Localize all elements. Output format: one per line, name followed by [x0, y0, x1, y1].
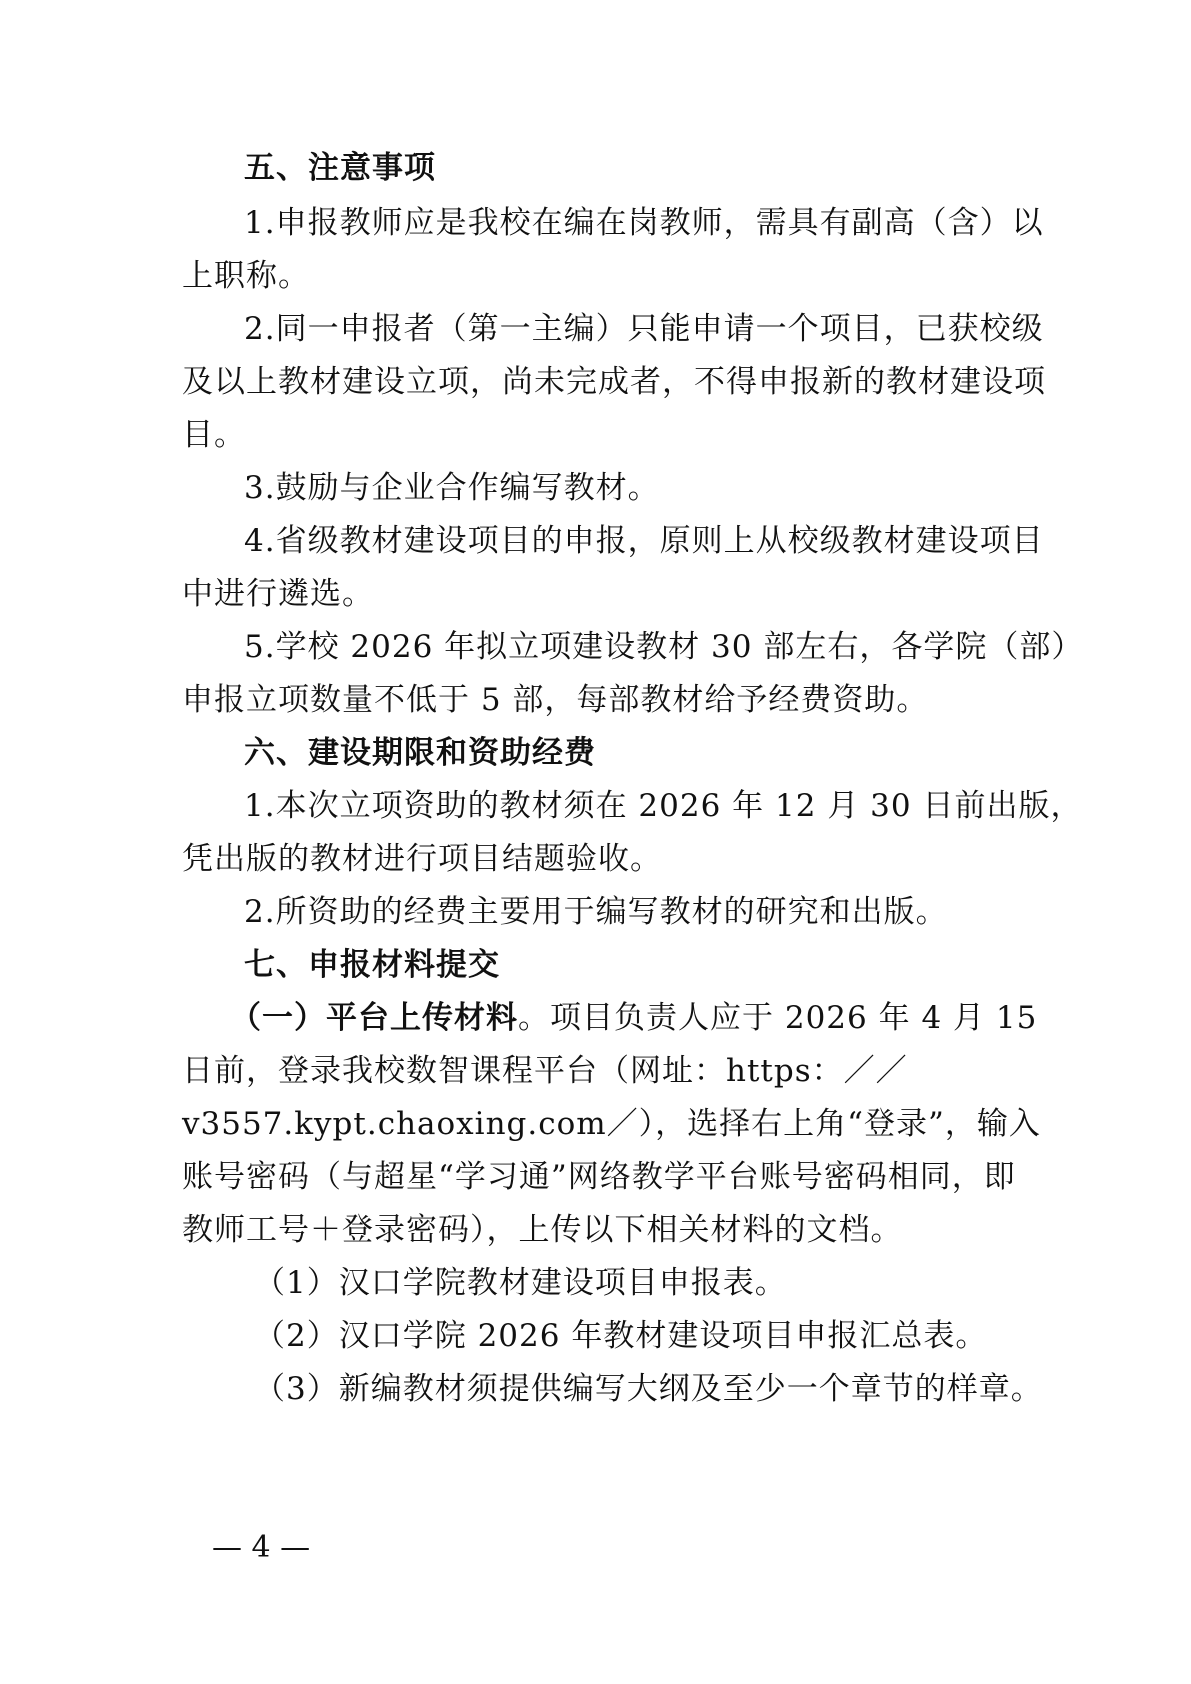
- s7-sub1-line4: 账号密码（与超星“学习通”网络教学平台账号密码相同，即: [182, 1159, 1016, 1195]
- section-7-heading: 七、申报材料提交: [244, 947, 500, 983]
- s7-list-item-2: （2）汉口学院 2026 年教材建设项目申报汇总表。: [254, 1318, 988, 1354]
- section-5-heading: 五、注意事项: [244, 150, 436, 186]
- page-number: — 4 —: [212, 1530, 311, 1565]
- s5-item2-line3: 目。: [182, 417, 246, 453]
- s7-sub1-line3: v3557.kypt.chaoxing.com／），选择右上角“登录”，输入: [182, 1106, 1041, 1142]
- s5-item1-line1: 1.申报教师应是我校在编在岗教师，需具有副高（含）以: [244, 205, 1044, 241]
- s6-item1-line1: 1.本次立项资助的教材须在 2026 年 12 月 30 日前出版，: [244, 788, 1083, 824]
- s5-item4-line2: 中进行遴选。: [182, 576, 374, 612]
- s5-item4-line1: 4.省级教材建设项目的申报，原则上从校级教材建设项目: [244, 523, 1044, 559]
- s7-sub1-line5: 教师工号＋登录密码），上传以下相关材料的文档。: [182, 1212, 903, 1248]
- s7-sub1-line1: [230, 998, 1038, 1038]
- s5-item2-line2: 及以上教材建设立项，尚未完成者，不得申报新的教材建设项: [182, 364, 1046, 400]
- s6-item1-line2: 凭出版的教材进行项目结题验收。: [182, 841, 662, 877]
- s5-item5-line2: 申报立项数量不低于 5 部，每部教材给予经费资助。: [182, 682, 929, 718]
- s7-sub1-text: 。项目负责人应于 2026 年 4 月 15: [518, 1000, 1038, 1036]
- s7-sub1-title: （一）平台上传材料: [230, 1000, 518, 1036]
- section-6-heading: 六、建设期限和资助经费: [244, 735, 596, 771]
- s7-list-item-3: （3）新编教材须提供编写大纲及至少一个章节的样章。: [254, 1371, 1043, 1407]
- s7-list-item-1: （1）汉口学院教材建设项目申报表。: [254, 1265, 787, 1301]
- s5-item2-line1: 2.同一申报者（第一主编）只能申请一个项目，已获校级: [244, 311, 1044, 347]
- s5-item5-line1: 5.学校 2026 年拟立项建设教材 30 部左右，各学院（部）: [244, 629, 1084, 665]
- s5-item1-line2: 上职称。: [182, 258, 310, 294]
- s6-item2: 2.所资助的经费主要用于编写教材的研究和出版。: [244, 894, 948, 930]
- s7-sub1-line2: 日前，登录我校数智课程平台（网址：https：／／: [182, 1053, 908, 1089]
- s5-item3: 3.鼓励与企业合作编写教材。: [244, 470, 660, 506]
